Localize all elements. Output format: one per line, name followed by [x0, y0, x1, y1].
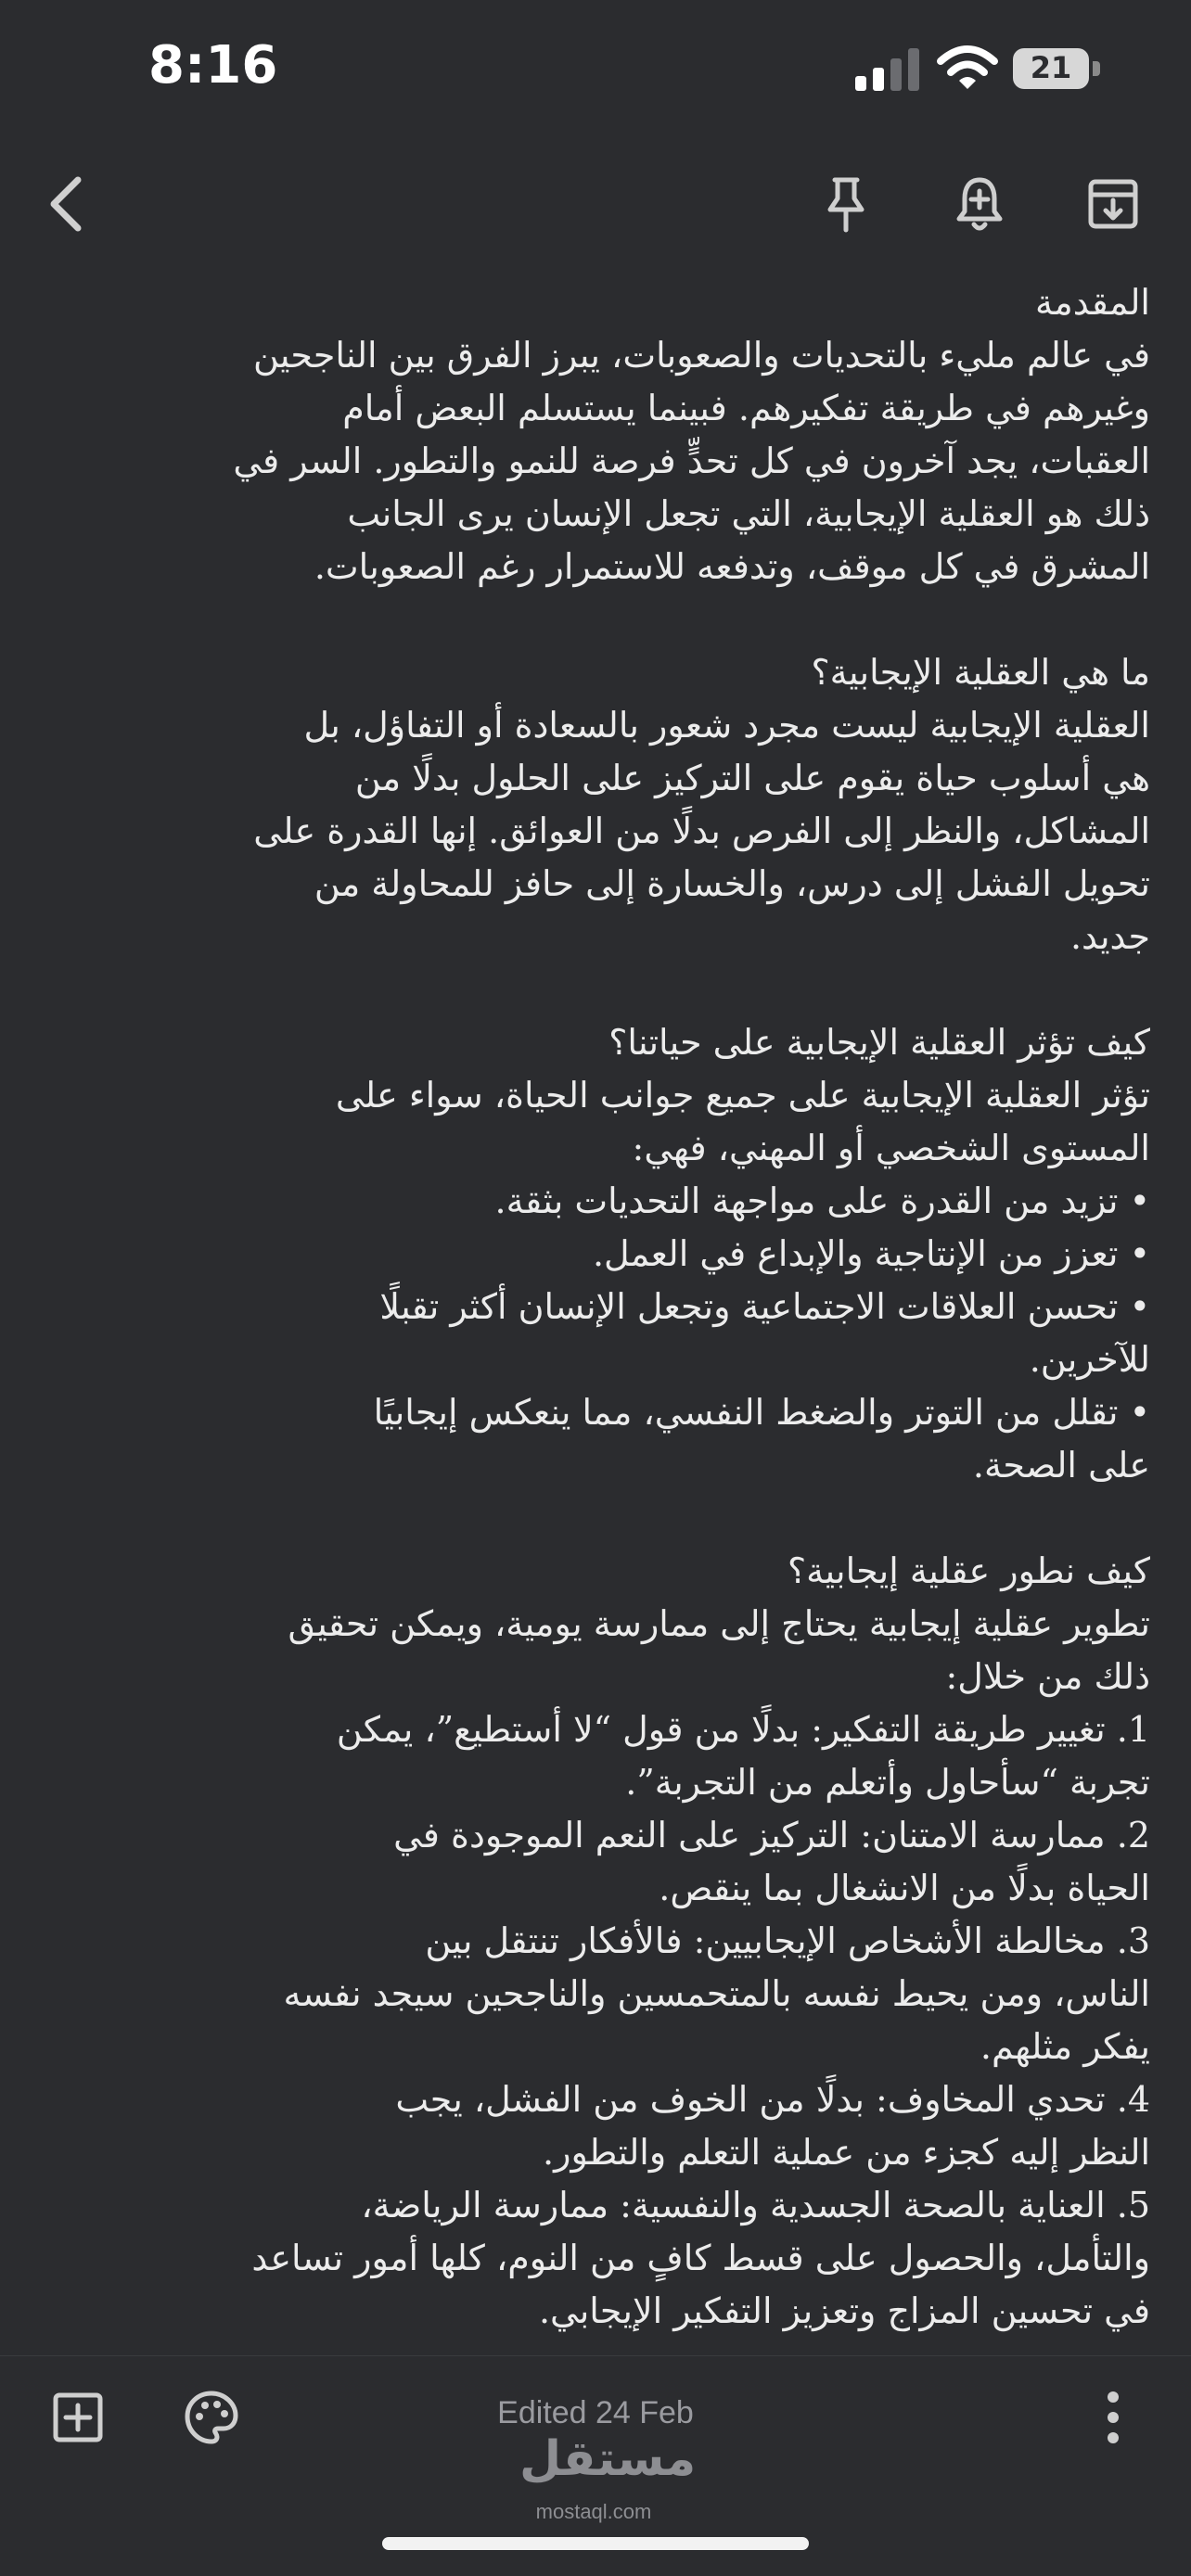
note-line: المشرق في كل موقف، وتدفعه للاستمرار رغم الصعوبات. — [314, 546, 1150, 587]
note-body[interactable] — [37, 276, 1150, 2344]
note-line: 1. تغيير طريقة التفكير: بدلًا من قول “لا أستطيع”، يمكن — [336, 1709, 1150, 1750]
note-line: • تعزز من الإنتاجية والإبداع في العمل. — [592, 1233, 1150, 1274]
add-box-icon — [52, 2391, 104, 2443]
note-line: • تحسن العلاقات الاجتماعية وتجعل الإنسان أكثر تقبلًا — [379, 1286, 1150, 1327]
note-line: تجربة “سأحاول وأتعلم من التجربة”. — [625, 1762, 1150, 1803]
signal-icon — [855, 48, 920, 91]
note-toolbar — [0, 139, 1191, 269]
note-line: العقلية الإيجابية ليست مجرد شعور بالسعادة أو التفاؤل، بل — [303, 705, 1150, 746]
watermark-logo: مستقل — [519, 2431, 697, 2487]
reminder-bell-icon — [954, 174, 1005, 234]
note-line: للآخرين. — [1029, 1339, 1150, 1380]
note-line: في عالم مليء بالتحديات والصعوبات، يبرز الفرق بين الناجحين — [253, 335, 1150, 376]
note-line: • تقلل من التوتر والضغط النفسي، مما ينعكس إيجابيًا — [373, 1392, 1150, 1433]
note-line: والتأمل، والحصول على قسط كافٍ من النوم، كلها أمور تساعد — [251, 2238, 1150, 2278]
note-line: وغيرهم في طريقة تفكيرهم. فبينما يستسلم البعض أمام — [342, 388, 1150, 428]
back-icon — [45, 174, 85, 234]
note-line: المستوى الشخصي أو المهني، فهي: — [632, 1128, 1150, 1168]
archive-icon — [1087, 176, 1139, 232]
note-line: ذلك من خلال: — [945, 1656, 1150, 1697]
battery-icon — [1013, 48, 1102, 91]
note-line: جديد. — [1069, 916, 1150, 957]
back-button[interactable] — [28, 167, 102, 241]
pin-icon — [823, 174, 869, 234]
note-line: 3. مخالطة الأشخاص الإيجابيين: فالأفكار تنتقل بين — [425, 1920, 1150, 1961]
note-line — [37, 1492, 1150, 1545]
pin-button[interactable] — [809, 167, 883, 241]
note-line: الناس، ومن يحيط نفسه بالمتحمسين والناجحين سيجد نفسه — [283, 1973, 1150, 2014]
palette-icon — [183, 2389, 240, 2446]
archive-button[interactable] — [1076, 167, 1150, 241]
more-options-button[interactable] — [1076, 2380, 1150, 2455]
note-line: المقدمة — [1034, 282, 1150, 323]
note-line: يفكر مثلهم. — [980, 2026, 1150, 2067]
note-line: كيف تؤثر العقلية الإيجابية على حياتنا؟ — [608, 1022, 1150, 1063]
note-line: تؤثر العقلية الإيجابية على جميع جوانب الحياة، سواء على — [335, 1075, 1150, 1116]
note-line — [37, 593, 1150, 646]
edited-label: Edited 24 Feb — [497, 2395, 694, 2430]
battery-level: 21 — [1030, 50, 1072, 85]
wifi-icon — [937, 45, 998, 91]
note-line — [37, 963, 1150, 1016]
status-bar — [0, 0, 1191, 139]
note-line: 4. تحدي المخاوف: بدلًا من الخوف من الفشل، يجب — [395, 2079, 1150, 2120]
watermark-url: mostaql.com — [535, 2500, 652, 2523]
home-indicator[interactable] — [382, 2537, 809, 2550]
note-line: 2. ممارسة الامتنان: التركيز على النعم الموجودة في — [393, 1815, 1150, 1855]
more-vert-icon — [1104, 2390, 1122, 2445]
note-line: ما هي العقلية الإيجابية؟ — [811, 652, 1150, 693]
note-line: العقبات، يجد آخرون في كل تحدٍّ فرصة للنمو والتطور. السر في — [233, 440, 1150, 481]
add-button[interactable] — [41, 2380, 115, 2455]
color-palette-button[interactable] — [174, 2380, 249, 2455]
status-time: 8:16 — [148, 35, 278, 96]
note-line: الحياة بدلًا من الانشغال بما ينقص. — [659, 1868, 1150, 1908]
note-line: ذلك هو العقلية الإيجابية، التي تجعل الإنسان يرى الجانب — [347, 493, 1150, 534]
note-line: على الصحة. — [972, 1445, 1150, 1486]
note-line: 5. العناية بالصحة الجسدية والنفسية: ممارسة الرياضة، — [361, 2185, 1150, 2225]
note-line: تطوير عقلية إيجابية يحتاج إلى ممارسة يومية، ويمكن تحقيق — [288, 1603, 1150, 1644]
note-line: النظر إليه كجزء من عملية التعلم والتطور. — [543, 2132, 1150, 2173]
note-line: تحويل الفشل إلى درس، والخسارة إلى حافز للمحاولة من — [314, 863, 1150, 904]
note-line: المشاكل، والنظر إلى الفرص بدلًا من العوائق. إنها القدرة على — [253, 810, 1150, 851]
note-line: كيف نطور عقلية إيجابية؟ — [787, 1550, 1150, 1591]
reminder-button[interactable] — [942, 167, 1017, 241]
note-line: • تزيد من القدرة على مواجهة التحديات بثقة. — [494, 1180, 1150, 1221]
note-line: في تحسين المزاج وتعزيز التفكير الإيجابي. — [538, 2290, 1150, 2331]
note-line: هي أسلوب حياة يقوم على التركيز على الحلول بدلًا من — [354, 758, 1150, 798]
